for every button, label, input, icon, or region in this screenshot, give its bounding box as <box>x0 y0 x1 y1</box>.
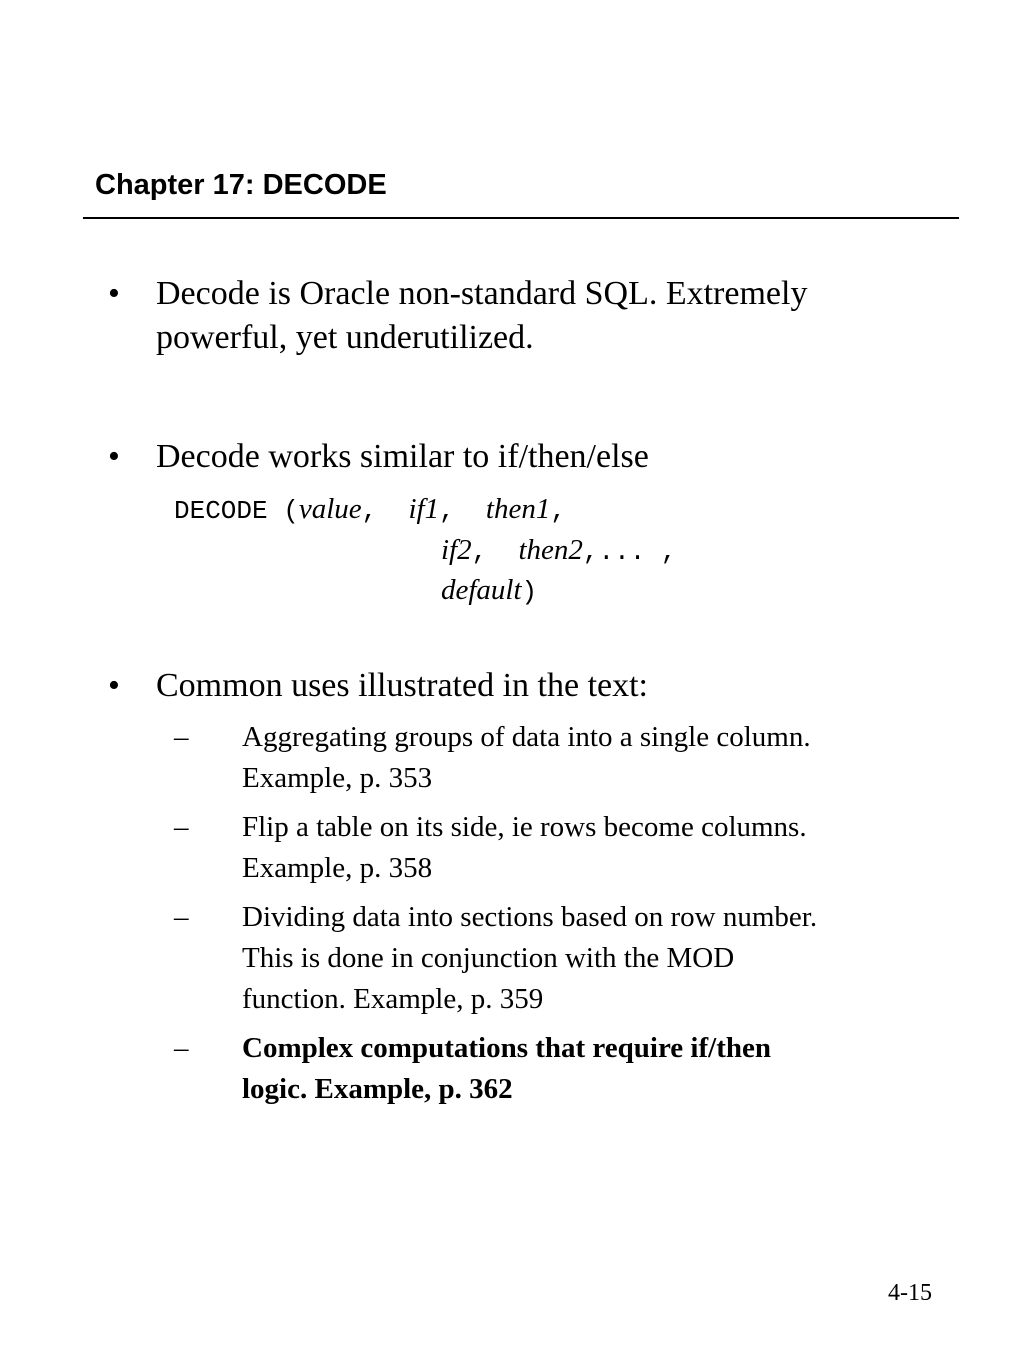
sub-bullet-complex-computations <box>242 1028 942 1110</box>
sub-bullet-line: Aggregating groups of data into a single column. <box>242 721 811 753</box>
bullet-marker: • <box>108 667 120 704</box>
syntax-keyword: DECODE ( <box>174 496 299 526</box>
syntax-comma: , <box>550 496 566 526</box>
sub-bullet-flip-table <box>242 807 942 889</box>
syntax-line-1 <box>174 489 566 531</box>
bullet-line: powerful, yet underutilized. <box>156 319 534 356</box>
sub-bullet-dividing-data <box>242 897 942 1020</box>
syntax-then2: then2 <box>518 534 583 566</box>
syntax-close-paren: ) <box>521 577 538 607</box>
sub-bullet-marker: – <box>174 901 189 933</box>
bullet-line: Decode is Oracle non-standard SQL. Extremely <box>156 275 808 312</box>
sub-bullet-line: Complex computations that require if/then <box>242 1032 771 1064</box>
bullet-marker: • <box>108 438 120 475</box>
sub-bullet-line: This is done in conjunction with the MOD <box>242 942 735 974</box>
bullet-line: Decode works similar to if/then/else <box>156 438 649 475</box>
sub-bullet-line: function. Example, p. 359 <box>242 983 544 1015</box>
syntax-value: value <box>298 493 362 525</box>
sub-bullet-aggregating <box>242 717 942 799</box>
sub-bullet-line: Example, p. 358 <box>242 852 433 884</box>
syntax-default: default <box>441 574 522 606</box>
bullet-text-oracle <box>156 272 916 360</box>
syntax-comma: , <box>439 496 471 526</box>
title-divider <box>83 217 959 219</box>
syntax-line-3 <box>441 570 537 612</box>
sub-bullet-line: Example, p. 353 <box>242 762 433 794</box>
sub-bullet-line: Flip a table on its side, ie rows become columns. <box>242 811 807 843</box>
syntax-line-2 <box>441 530 677 572</box>
syntax-comma: , <box>471 537 503 567</box>
syntax-ellipsis: ,... , <box>582 537 677 567</box>
sub-bullet-marker: – <box>174 1032 189 1064</box>
page-number: 4-15 <box>888 1280 932 1306</box>
bullet-marker: • <box>108 275 120 312</box>
syntax-if2: if2 <box>441 534 472 566</box>
bullet-line: Common uses illustrated in the text: <box>156 667 649 704</box>
bullet-text-common-uses <box>156 664 916 708</box>
slide-title: Chapter 17: DECODE <box>95 169 387 201</box>
sub-bullet-marker: – <box>174 721 189 753</box>
syntax-comma: , <box>361 496 393 526</box>
bullet-text-if-then-else <box>156 435 916 479</box>
sub-bullet-marker: – <box>174 811 189 843</box>
sub-bullet-line: logic. Example, p. 362 <box>242 1073 513 1105</box>
syntax-then1: then1 <box>485 493 551 525</box>
sub-bullet-line: Dividing data into sections based on row number. <box>242 901 818 933</box>
syntax-if1: if1 <box>408 493 440 525</box>
